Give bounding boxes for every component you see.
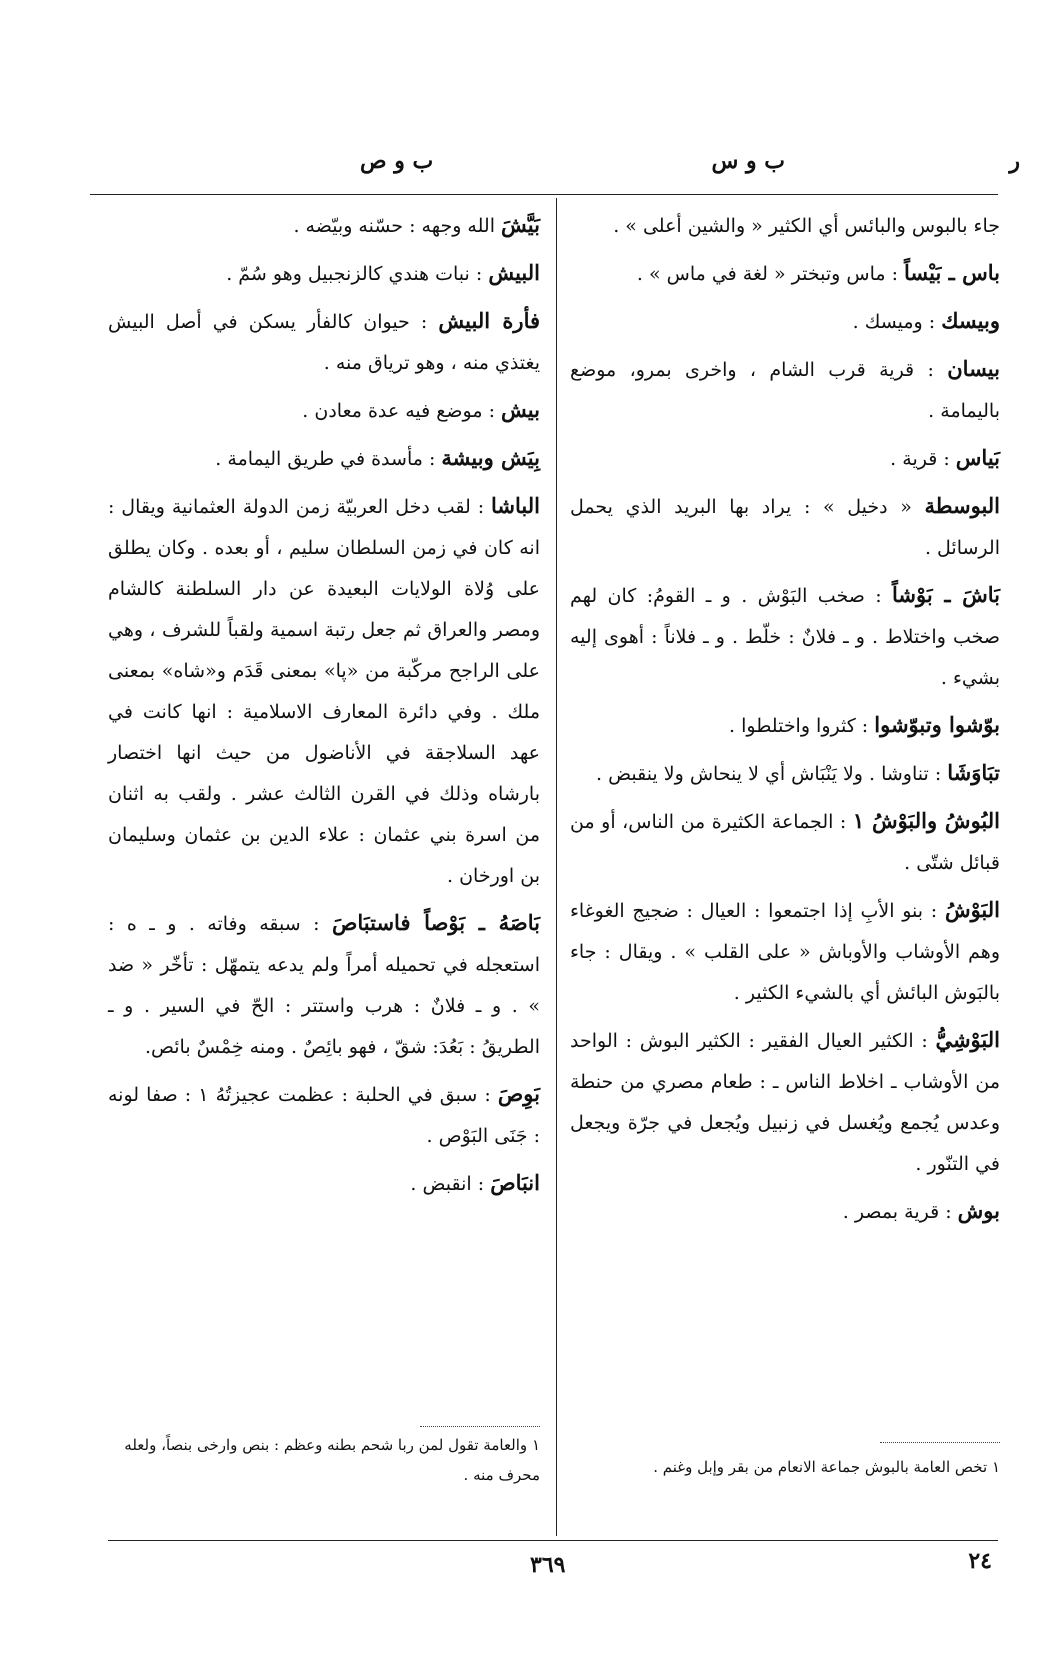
bottom-rule (108, 1540, 998, 1541)
right-column (570, 204, 1000, 1504)
entry-definition: : سبق في الحلبة : عظمت عجيزتُهُ ١ : صفا لونه : جَنَى البَوْص . (108, 1084, 540, 1147)
left-column (108, 204, 540, 1504)
entry-headword: بوّشوا وتبوّشوا (874, 712, 1000, 737)
entry-headword: بَاصَهُ ـ بَوْصاً فاستبَاصَ (331, 910, 540, 935)
entry-definition: جاء بالبوس والبائس أي الكثير « والشين أعلى » . (613, 215, 1000, 237)
entry-definition: : نبات هندي كالزنجبيل وهو سُمّ . (226, 263, 483, 285)
entry-headword: بِيَش وبيشة (441, 445, 540, 470)
entry (570, 574, 1000, 699)
entry-definition: : قرية . (890, 448, 950, 470)
entry-definition: : حيوان كالفأر يسكن في أصل البيش يغتذي منه ، وهو ترياق منه . (108, 311, 540, 374)
entry-definition: : انقبض . (410, 1173, 485, 1195)
entry (570, 704, 1000, 747)
entry-definition: : لقب دخل العربيّة زمن الدولة العثمانية ويقال : انه كان في زمن السلطان سليم ، أو بعده . وكان يطلق على وُلاة الولايات البعيدة عن دار السلطنة كالشام ومصر والعراق ثم جعل رتبة اسمية ولقباً للشرف ، وهي على الراجح مركّبة من «پا» بمعنى قَدَم و«شاه» بمعنى ملك . وفي دائرة المعارف الاسلامية : انها كانت في عهد السلاجقة في الأناضول من حيث انها اختصار بارشاه وذلك في القرن الثالث عشر . ولقب به اثنان من اسرة بني عثمان : علاء الدين بن عثمان وسليمان بن اورخان . (108, 496, 540, 887)
entry (108, 389, 540, 432)
entry-definition: : قرية قرب الشام ، واخرى بمرو، موضع باليمامة . (570, 359, 1000, 422)
entry-definition: : كثروا واختلطوا . (729, 715, 869, 737)
entry (570, 800, 1000, 884)
entry-headword: تبَاوَشَا (947, 760, 1000, 785)
page-header (90, 148, 1020, 188)
entry (570, 204, 1000, 247)
margin-mark: ر (1009, 148, 1020, 174)
entry-definition: : سبقه وفاته . و ـ ه : استعجله في تحميله أمراً ولم يدعه يتمهّل : تأخّر « ضد » . و ـ فلانٌ : هرب واستتر : الحّ في السير . و ـ الطريقُ : بَعُدَ: شقّ ، فهو بائِصٌ . ومنه خِمْسٌ بائص. (108, 913, 540, 1058)
entry-definition: : الجماعة الكثيرة من الناس، أو من قبائل شتّى . (570, 811, 1000, 874)
entry-headword: البيش (488, 260, 540, 285)
entry-headword: البُوشُ والبَوْشُ ١ (852, 808, 1000, 833)
entry-headword: البَوْشِيُّ (935, 1027, 1000, 1052)
footnote-left: ١ والعامة تقول لمن ربا شحم بطنه وعظم : بنص وارخى بنصاً، ولعله محرف منه . (124, 1436, 540, 1484)
entry (108, 902, 540, 1068)
entry-headword: الباشا (491, 493, 540, 518)
entry-definition: : وميسك . (852, 311, 936, 333)
entry (570, 348, 1000, 432)
entry-definition: « دخيل » : يراد بها البريد الذي يحمل الرسائل . (570, 496, 1000, 559)
entry (570, 485, 1000, 569)
entry-headword: بَياس (955, 445, 1000, 470)
entry (570, 752, 1000, 795)
footnote-separator (880, 1442, 1000, 1443)
entry-headword: وبيسك (941, 308, 1000, 333)
right-column-header: ب و س (711, 148, 785, 174)
entry-headword: بَاشَ ـ بَوْشاً (892, 582, 1000, 607)
signature-number: ٢٤ (968, 1548, 992, 1574)
entry-headword: البَوْشُ (944, 897, 1000, 922)
entry-definition: : صخب البَوْش . و ـ القومُ: كان لهم صخب واختلاط . و ـ فلانٌ : خلّط . و ـ فلاناً : أهوى إليه بشيء . (570, 585, 1000, 689)
entry-definition: : قرية بمصر . (842, 1201, 952, 1223)
entry-definition: : الكثير العيال الفقير : الكثير البوش : الواحد من الأوشاب ـ اخلاط الناس ـ : طعام مصري من حنطة وعدس يُجمع ويُغسل في زنبيل ويُجعل في جرّة ويجعل في التنّور . (570, 1030, 1000, 1175)
entry (108, 1073, 540, 1157)
entry (108, 485, 540, 897)
entry (570, 1019, 1000, 1185)
left-column-header: ب و ص (360, 148, 434, 174)
entry-definition: : ماس وتبختر « لغة في ماس » . (636, 263, 898, 285)
entry (570, 300, 1000, 343)
entry (570, 1190, 1000, 1233)
entry-headword: البوسطة (924, 493, 1001, 518)
entry-definition: الله وجهه : حسّنه وبيّضه . (293, 215, 495, 237)
footnote-separator (420, 1426, 540, 1427)
top-rule (90, 194, 998, 195)
entry (108, 204, 540, 247)
entry-headword: بيش (501, 397, 540, 422)
entry (108, 437, 540, 480)
entry-headword: انبَاصَ (490, 1170, 540, 1195)
entry-headword: بَيَّشَ (501, 212, 540, 237)
entry (108, 300, 540, 384)
entry-headword: فأرة البيش (438, 308, 541, 333)
entry-headword: بَوِصَ (497, 1081, 540, 1106)
entry-definition: : تناوشا . ولا يَنْبَاش أي لا ينحاش ولا ينقبض . (596, 763, 942, 785)
entry (570, 889, 1000, 1014)
entry (108, 1162, 540, 1205)
entry-headword: بوش (957, 1198, 1000, 1223)
entry-definition: : موضع فيه عدة معادن . (302, 400, 495, 422)
entry (570, 252, 1000, 295)
column-divider (556, 198, 557, 1536)
entry-headword: باس ـ بَيْساً (904, 260, 1000, 285)
entry-definition: : مأسدة في طريق اليمامة . (215, 448, 436, 470)
entry (108, 252, 540, 295)
entry (570, 437, 1000, 480)
entry-headword: بيسان (947, 356, 1000, 381)
page-number: ٣٦٩ (530, 1552, 566, 1578)
footnote-right: ١ تخص العامة بالبوش جماعة الانعام من بقر وإبل وغنم . (653, 1458, 1000, 1476)
entry-definition: : بنو الأبِ إذا اجتمعوا : العيال : ضجيج الغوغاء وهم الأوشاب والأوباش « على القلب » . ويقال : جاء بالبَوش البائش أي بالشيء الكثير . (570, 900, 1000, 1004)
